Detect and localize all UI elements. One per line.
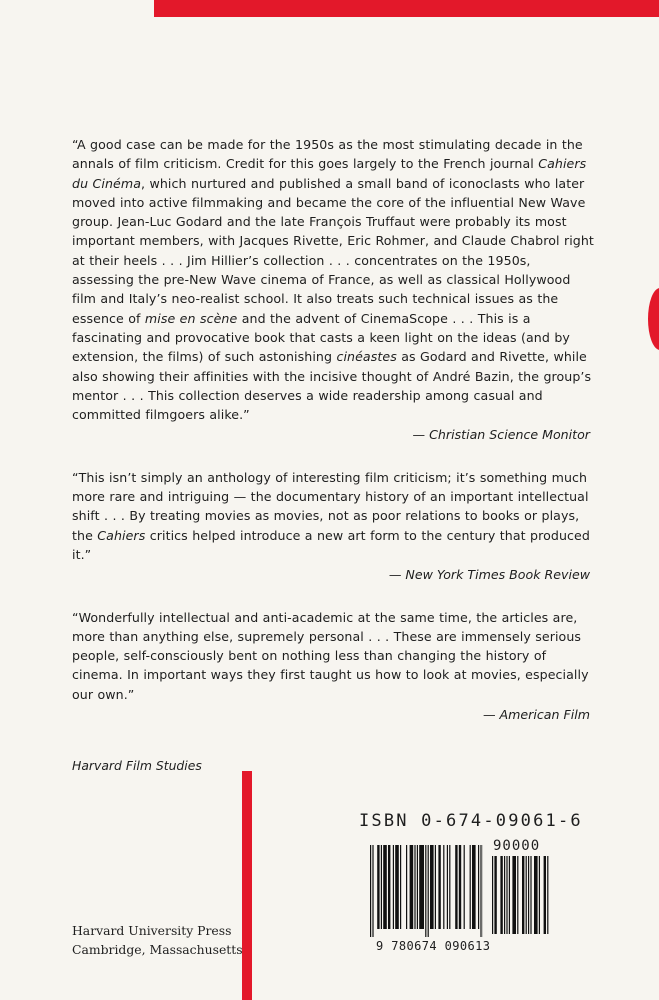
quote-text: “This isn’t simply an anthology of interesting film criticism; it’s something much more rare and intriguing — the documentary history of an important intellectual shift . . . By treating movies as movies, not as poor relations to books or plays, the Cahiers critics helped introduce a new art form to the century that produced it.” [72,469,590,562]
barcode-bar [393,845,394,929]
barcode-bar [544,856,546,934]
barcode-bar [528,856,529,934]
barcode-bar [438,845,440,929]
barcode-bar [400,845,401,929]
ean-digits: 9 780674 090613 [376,939,491,953]
side-red-tab [648,288,659,350]
barcode-bar [410,845,414,929]
barcode-bar [395,845,399,929]
barcode-bar [547,856,548,934]
barcode-bar [388,845,390,929]
addon-barcode [492,856,556,936]
barcode-bar [500,856,502,934]
barcode-bar [470,845,471,929]
barcode-bar [459,845,461,929]
barcode-bar [494,856,496,934]
barcode-bar [464,845,465,929]
barcode-bar [504,856,505,934]
barcode-bar [526,856,527,934]
barcode-bar [449,845,450,929]
review-quotes [72,135,594,724]
publisher-name: Harvard University Press [72,923,232,938]
barcode-bar [530,856,531,934]
vertical-red-bar [242,771,252,1000]
price-code: 90000 [493,838,541,854]
quote-attribution: — Christian Science Monitor [412,427,590,443]
top-red-bar [154,0,659,17]
barcode-bar [417,845,418,929]
barcode-bar [381,845,382,929]
barcode-bar [522,856,524,934]
barcode-bar [539,856,540,934]
barcode-bar [435,845,436,929]
barcode-bar [414,845,415,929]
isbn-label: ISBN 0-674-09061-6 [359,811,583,831]
barcode-bar [509,856,510,934]
barcode-bar [443,845,444,929]
barcode-bar [419,845,424,929]
review-quote [72,135,594,445]
barcode-bar [480,845,481,937]
barcode-bar [428,845,429,937]
series-title: Harvard Film Studies [72,758,202,773]
publisher-location: Cambridge, Massachusetts [72,941,243,957]
barcode-bar [455,845,457,929]
barcode-bar [534,856,538,934]
review-quote [72,468,594,585]
barcode-bar [506,856,507,934]
barcode-bar [472,845,476,929]
barcode-bar [478,845,479,929]
barcode-bar [370,845,371,937]
quote-attribution: — American Film [482,707,590,723]
quote-text: “Wonderfully intellectual and anti-academic at the same time, the articles are, more than anything else, supremely personal . . . These are immensely serious people, self-consciously bent on nothing less than changing the history of cinema. In important ways they first taught us how to look at movies, especially our own.” [72,609,589,702]
barcode-bar [383,845,387,929]
barcode-bar [377,845,379,929]
ean-barcode [370,845,483,941]
barcode-bar [492,856,493,934]
quote-text: “A good case can be made for the 1950s as the most stimulating decade in the annals of film criticism. Credit for this goes largely to the French journal Cahiers du Cinéma, which nurtured and published a small band of iconoclasts who later moved into active filmmaking and became the core of the influential New Wave group. Jean-Luc Godard and the late François Truffaut were probably its most important members, with Jacques Rivette, Eric Rohmer, and Claude Chabrol right at their heels . . . Jim Hillier’s collection . . . concentrates on the 1950s, assessing the pre-New Wave cinema of France, as well as classical Hollywood film and Italy’s neo-realist school. It also treats such technical issues as the essence of mise en scène and the advent of CinemaScope . . . This is a fascinating and provocative book that casts a keen light on the ideas (and by extension, the films) of such astonishing cinéastes as Godard and Rivette, while also showing their affinities with the incisive thought of André Bazin, the group’s mentor . . . This collection deserves a wide readership among casual and committed filmgoers alike.” [72,137,594,423]
barcode-bar [517,856,518,934]
barcode-bar [372,845,373,937]
barcode-bar [512,856,516,934]
quote-attribution: — New York Times Book Review [388,567,590,583]
review-quote [72,608,594,725]
barcode-bar [447,845,448,929]
barcode-bar [425,845,426,937]
publisher-imprint [72,922,243,959]
barcode-bar [406,845,407,929]
barcode-bar [430,845,434,929]
